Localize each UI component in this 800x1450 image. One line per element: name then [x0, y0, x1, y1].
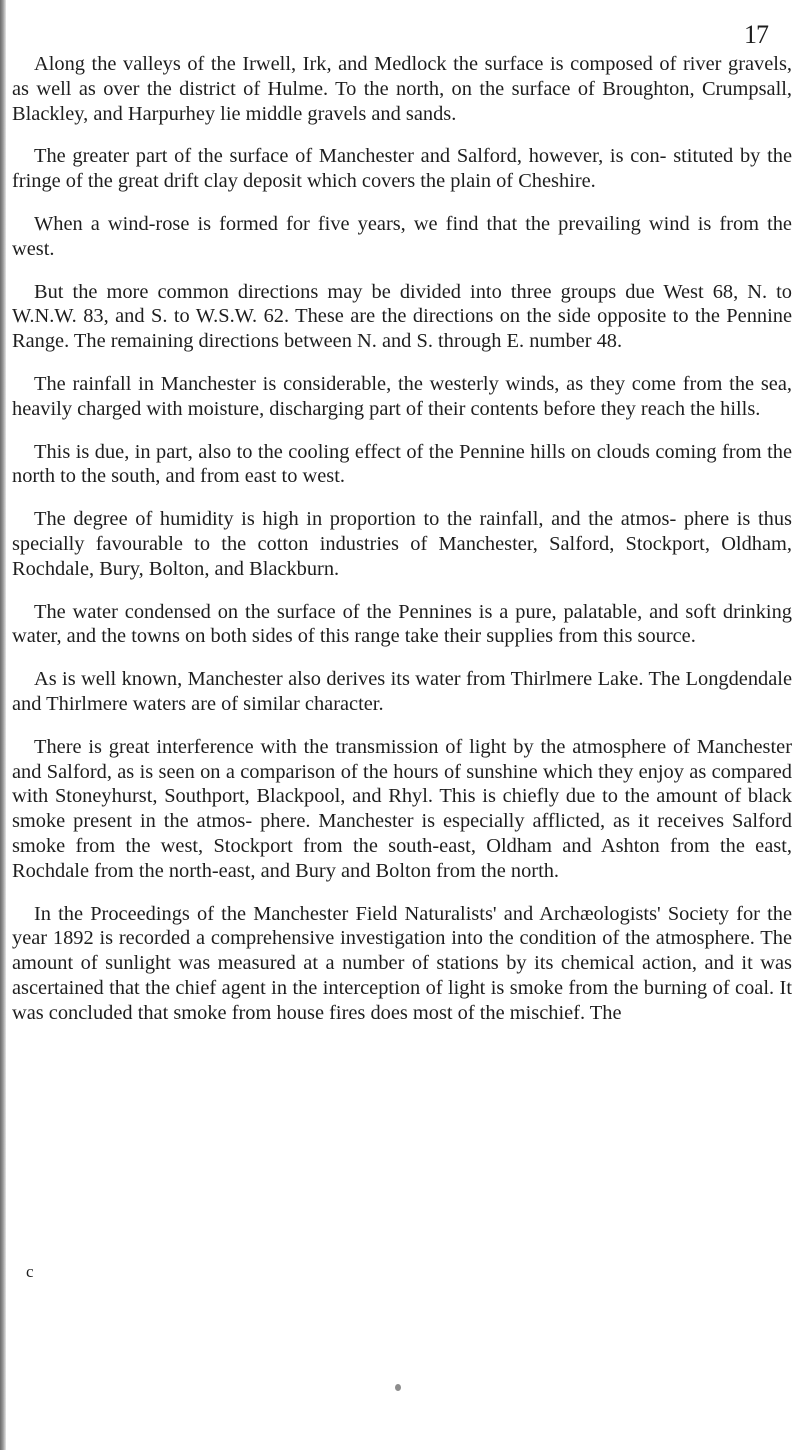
paragraph-pennine-cooling: This is due, in part, also to the cooling effect of the Pennine hills on clouds coming from the north to the south, and from east to west.	[12, 440, 792, 488]
paragraph-wind-rose: When a wind-rose is formed for five years, we find that the prevailing wind is from the west.	[12, 212, 792, 260]
signature-mark: c	[26, 1262, 34, 1281]
paragraph-proceedings: In the Proceedings of the Manchester Field Naturalists' and Archæologists' Society for the year 1892 is recorded a comprehensive investigation into the condition of the atmosphere. The amount of sunlight was measured at a number of stations by its chemical action, and it was ascertained that the chief agent in the interception of light is smoke from the burning of coal. It was concluded that smoke from house fires does most of the mischief. The	[12, 902, 792, 1024]
paragraph-wind-directions: But the more common directions may be divided into three groups due West 68, N. to W.N.W. 83, and S. to W.S.W. 62. These are the directions on the side opposite to the Pennine Range. The remaining directions between N. and S. through E. number 48.	[12, 280, 792, 353]
paragraph-light-smoke: There is great interference with the transmission of light by the atmosphere of Manchester and Salford, as is seen on a comparison of the hours of sunshine which they enjoy as compared with Stoneyhurst, Southport, Blackpool, and Rhyl. This is chiefly due to the amount of black smoke present in the atmos- phere. Manchester is especially afflicted, as it receives Salford smoke from the west, Stockport from the south-east, Oldham and Ashton from the east, Rochdale from the north-east, and Bury and Bolton from the north.	[12, 735, 792, 882]
paragraph-drift-clay: The greater part of the surface of Manchester and Salford, however, is con- stituted by the fringe of the great drift clay deposit which covers the plain of Cheshire.	[12, 145, 792, 193]
paragraph-humidity: The degree of humidity is high in proportion to the rainfall, and the atmos- phere is thus specially favourable to the cotton industries of Manchester, Salford, Stockport, Oldham, Rochdale, Bury, Bolton, and Blackburn.	[12, 508, 792, 580]
page-binding-edge	[0, 0, 6, 1450]
paragraph-rainfall: The rainfall in Manchester is considerable, the westerly winds, as they come from the sea, heavily charged with moisture, discharging part of their contents before they reach the hills.	[12, 372, 792, 420]
body-text	[12, 52, 792, 1044]
paragraph-pennine-water: The water condensed on the surface of the Pennines is a pure, palatable, and soft drinking water, and the towns on both sides of this range take their supplies from this source.	[12, 600, 792, 648]
paragraph-thirlmere: As is well known, Manchester also derives its water from Thirlmere Lake. The Longdendale and Thirlmere waters are of similar character.	[12, 668, 792, 715]
page-number: 17	[744, 20, 768, 49]
ink-speck	[395, 1384, 401, 1391]
paragraph-geology-gravels: Along the valleys of the Irwell, Irk, and Medlock the surface is composed of river gravels, as well as over the district of Hulme. To the north, on the surface of Broughton, Crumpsall, Blackley, and Harpurhey lie middle gravels and sands.	[12, 53, 792, 125]
